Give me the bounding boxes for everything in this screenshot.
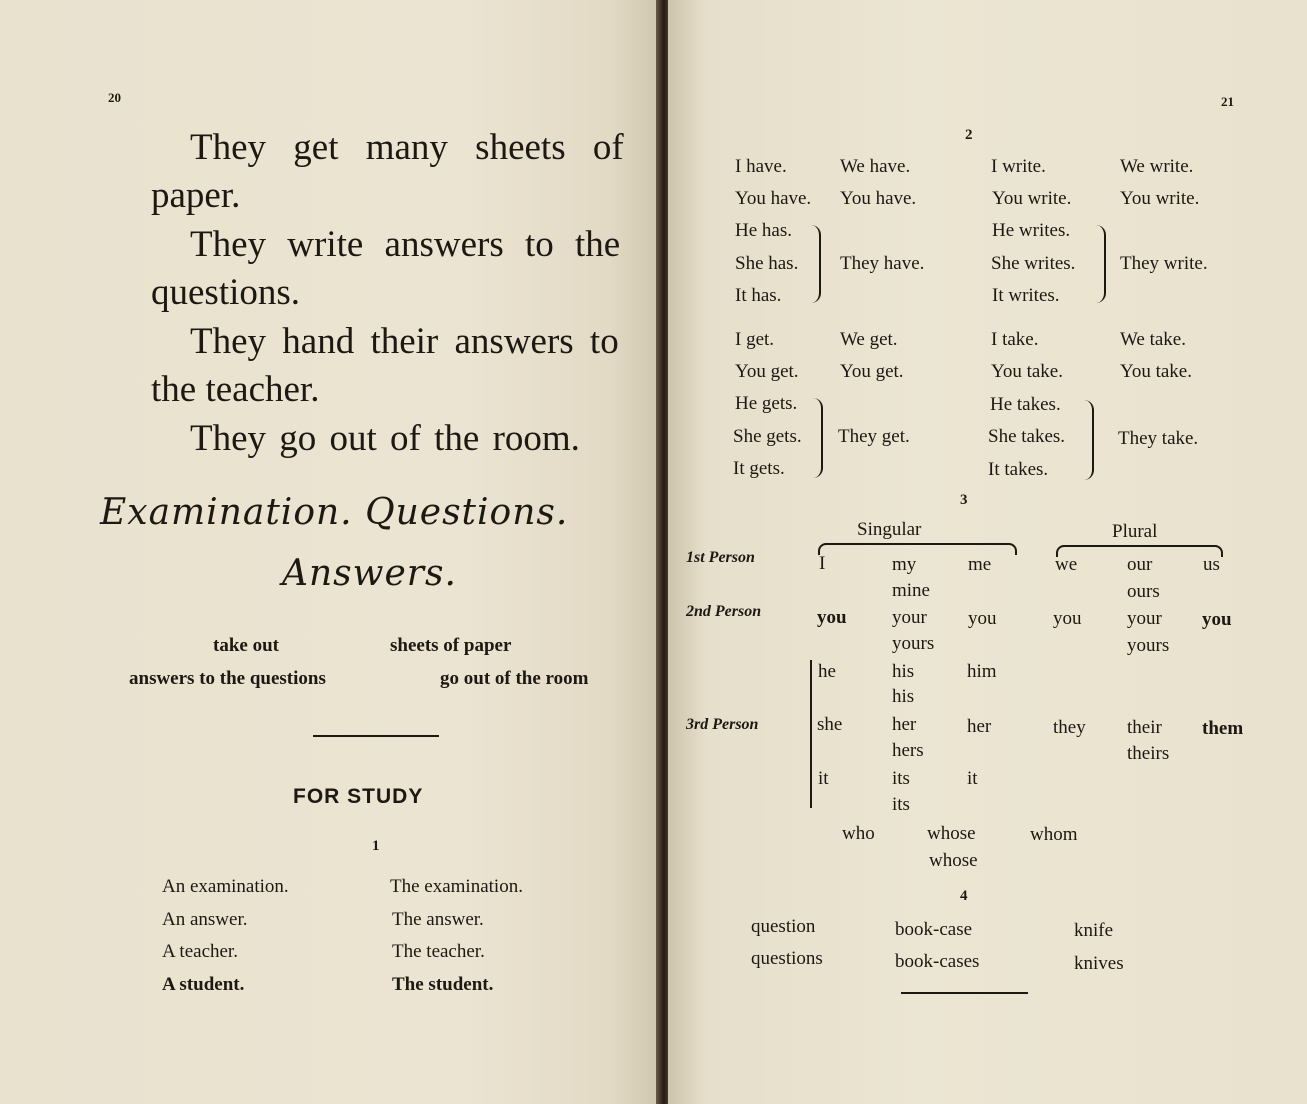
table-cell: An examination.: [162, 876, 289, 897]
pronoun: them: [1202, 718, 1244, 739]
pronoun: their: [1127, 717, 1162, 738]
verb-cell: I have.: [735, 156, 787, 177]
pronoun: whom: [1030, 824, 1078, 845]
table-cell: The student.: [392, 974, 494, 995]
verb-cell: They get.: [838, 426, 910, 447]
pronoun: his: [892, 661, 915, 682]
verb-cell: It takes.: [988, 459, 1049, 480]
verb-cell: You take.: [991, 361, 1063, 382]
singular-label: Singular: [857, 519, 922, 540]
bracket: [1084, 400, 1094, 480]
section-number: 2: [965, 127, 973, 143]
pronoun: who: [842, 823, 875, 844]
verb-cell: It writes.: [992, 285, 1060, 306]
pronoun: her: [892, 714, 917, 735]
pronoun: you: [968, 608, 997, 629]
verb-cell: He has.: [735, 220, 792, 241]
person-label: 3rd Person: [686, 716, 759, 733]
plural-cell: book-cases: [895, 951, 980, 972]
vocab-item: take out: [213, 635, 279, 656]
pronoun: my: [892, 554, 917, 575]
pronoun: it: [967, 768, 978, 789]
script-heading: Examination. Questions.: [100, 492, 569, 533]
pronoun: him: [967, 661, 997, 682]
text-line: They hand their answers to: [190, 321, 619, 362]
for-study-heading: FOR STUDY: [293, 785, 424, 808]
text-line: questions.: [151, 272, 301, 313]
section-number: 3: [960, 492, 968, 508]
pronoun: she: [817, 714, 843, 735]
pronoun: ours: [1127, 581, 1160, 602]
verb-cell: You have.: [735, 188, 812, 209]
verb-cell: You have.: [840, 188, 917, 209]
pronoun: you: [1053, 608, 1082, 629]
pronoun: he: [818, 661, 836, 682]
divider: [901, 992, 1028, 994]
pronoun: you: [817, 607, 847, 628]
section-number: 4: [960, 888, 968, 904]
text-line: They get many sheets of: [190, 127, 624, 168]
verb-cell: You write.: [992, 188, 1072, 209]
bracket: [811, 225, 821, 303]
pronoun: me: [968, 554, 992, 575]
bracket: [1096, 225, 1106, 303]
verb-cell: You write.: [1120, 188, 1200, 209]
pronoun: mine: [892, 580, 930, 601]
plural-cell: question: [751, 916, 816, 937]
verb-cell: You get.: [735, 361, 799, 382]
verb-cell: It gets.: [733, 458, 785, 479]
verb-cell: They write.: [1120, 253, 1208, 274]
verb-cell: We get.: [840, 329, 898, 350]
pronoun: it: [818, 768, 829, 789]
plural-label: Plural: [1112, 521, 1158, 542]
verb-cell: She takes.: [988, 426, 1066, 447]
page-number: 21: [1221, 94, 1234, 109]
verb-cell: They take.: [1118, 428, 1199, 449]
verb-cell: He writes.: [992, 220, 1071, 241]
verb-cell: We take.: [1120, 329, 1186, 350]
script-heading: Answers.: [282, 553, 457, 594]
table-cell: The answer.: [392, 909, 484, 930]
text-line: the teacher.: [151, 369, 320, 410]
verb-cell: He takes.: [990, 394, 1061, 415]
verb-cell: I write.: [991, 156, 1046, 177]
pronoun: whose: [927, 823, 976, 844]
pronoun: its: [892, 768, 910, 789]
section-number: 1: [372, 838, 380, 854]
verb-cell: We write.: [1120, 156, 1194, 177]
pronoun: our: [1127, 554, 1153, 575]
text-line: They go out of the room.: [190, 418, 580, 459]
pronoun: your: [1127, 608, 1162, 629]
pronoun: they: [1053, 717, 1086, 738]
pronoun: your: [892, 607, 927, 628]
table-cell: A teacher.: [162, 941, 238, 962]
verb-cell: We have.: [840, 156, 911, 177]
verb-cell: She writes.: [991, 253, 1076, 274]
verb-cell: They have.: [840, 253, 925, 274]
pronoun: his: [892, 686, 915, 707]
plural-cell: knives: [1074, 953, 1124, 974]
vocab-item: sheets of paper: [390, 635, 512, 656]
pronoun: us: [1203, 554, 1220, 575]
verb-cell: You take.: [1120, 361, 1192, 382]
text-line: They write answers to the: [190, 224, 621, 265]
plural-cell: knife: [1074, 920, 1114, 941]
pronoun: its: [892, 794, 910, 815]
verb-cell: It has.: [735, 285, 782, 306]
table-cell: A student.: [162, 974, 245, 995]
page-number: 20: [108, 90, 121, 105]
pronoun: theirs: [1127, 743, 1170, 764]
table-cell: The teacher.: [392, 941, 485, 962]
vocab-item: go out of the room: [440, 668, 589, 689]
plural-cell: book-case: [895, 919, 973, 940]
table-cell: The examination.: [390, 876, 523, 897]
right-page: [668, 0, 1307, 1104]
verb-cell: She has.: [735, 253, 799, 274]
pronoun: we: [1055, 554, 1078, 575]
person-label: 1st Person: [686, 549, 755, 566]
verb-cell: She gets.: [733, 426, 802, 447]
divider: [313, 735, 439, 737]
text-line: paper.: [151, 175, 241, 216]
table-cell: An answer.: [162, 909, 248, 930]
pronoun: you: [1202, 609, 1232, 630]
person-label: 2nd Person: [686, 603, 762, 620]
pronoun: her: [967, 716, 992, 737]
plural-cell: questions: [751, 948, 823, 969]
verb-cell: I take.: [991, 329, 1039, 350]
bracket: [813, 398, 823, 478]
verb-cell: I get.: [735, 329, 775, 350]
vocab-item: answers to the questions: [129, 668, 326, 689]
pronoun: whose: [929, 850, 978, 871]
verb-cell: He gets.: [735, 393, 798, 414]
pronoun: yours: [892, 633, 935, 654]
pronoun: hers: [892, 740, 924, 761]
pronoun: yours: [1127, 635, 1170, 656]
pronoun: I: [819, 553, 826, 574]
verb-cell: You get.: [840, 361, 904, 382]
